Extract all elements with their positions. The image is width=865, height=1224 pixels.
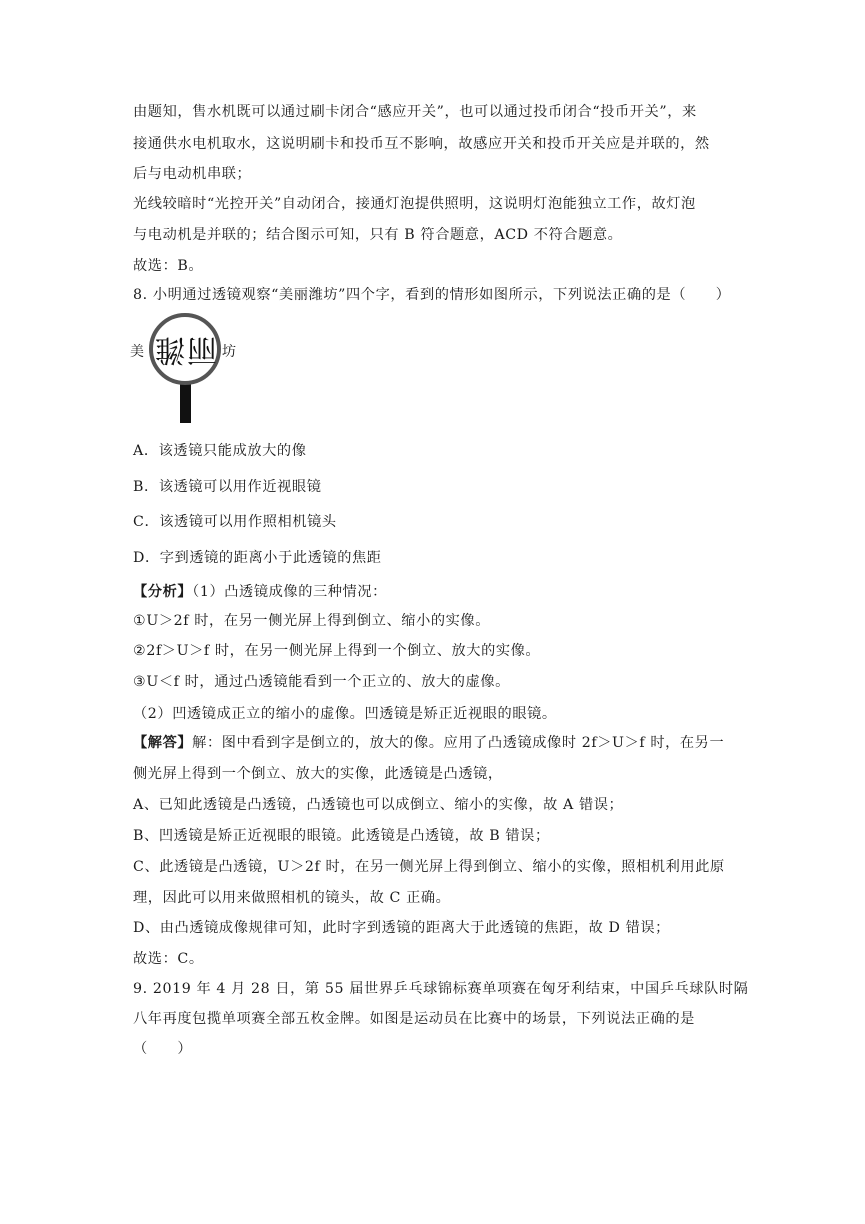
- solution7-line-5: 与电动机是并联的；结合图示可知，只有 B 符合题意，ACD 不符合题意。: [133, 227, 623, 243]
- option-c: C．该透镜可以用作照相机镜头: [133, 514, 337, 530]
- analysis-tag: 【分析】: [133, 584, 193, 600]
- option-b: B．该透镜可以用作近视眼镜: [133, 479, 322, 495]
- inverted-lens-chars: [153, 332, 217, 367]
- solution8-line-2: 侧光屏上得到一个倒立、放大的实像，此透镜是凸透镜，: [133, 766, 503, 782]
- lens-chars: 丽潍: [153, 332, 217, 367]
- question9-line-3: （ ）: [133, 1041, 193, 1057]
- question9-line-2: 八年再度包揽单项赛全部五枚金牌。如图是运动员在比赛中的场景，下列说法正确的是: [133, 1011, 695, 1027]
- analysis-line-3: ②2f＞U＞f 时，在另一侧光屏上得到一个倒立、放大的实像。: [133, 643, 541, 659]
- question8-stem: 8. 小明通过透镜观察“美丽潍坊”四个字，看到的情形如图所示，下列说法正确的是（ ）: [133, 287, 731, 303]
- solution8-line-4: B、凹透镜是矫正近视眼的眼镜。此透镜是凸透镜，故 B 错误；: [133, 828, 550, 844]
- solution8-line-1: [133, 733, 743, 753]
- analysis-text-1: （1）凸透镜成像的三种情况：: [192, 584, 387, 600]
- figure-char-left: 美: [130, 344, 144, 360]
- solution8-line-5: C、此透镜是凸透镜，U＞2f 时，在另一侧光屏上得到倒立、缩小的实像，照相机利用此原: [133, 859, 725, 875]
- magnifier-icon: [128, 309, 253, 425]
- solution8-line-3: A、已知此透镜是凸透镜，凸透镜也可以成倒立、缩小的实像，故 A 错误；: [133, 797, 624, 813]
- solution7-line-4: 光线较暗时“光控开关”自动闭合，接通灯泡提供照明，这说明灯泡能独立工作，故灯泡: [133, 196, 696, 212]
- magnifier-figure: [128, 309, 253, 425]
- solution7-answer: 故选：B。: [133, 258, 204, 274]
- analysis-line-1: [133, 582, 743, 602]
- option-a: A．该透镜只能成放大的像: [133, 443, 307, 459]
- question9-line-1: 9. 2019 年 4 月 28 日，第 55 届世界乒乓球锦标赛单项赛在匈牙利结束，中国乒乓球队时隔: [133, 981, 749, 997]
- option-d: D．字到透镜的距离小于此透镜的焦距: [133, 550, 382, 566]
- solution8-line-7: D、由凸透镜成像规律可知，此时字到透镜的距离大于此透镜的焦距，故 D 错误；: [133, 920, 670, 936]
- solution8-text-1: 解：图中看到字是倒立的，放大的像。应用了凸透镜成像时 2f＞U＞f 时，在另一: [192, 735, 725, 751]
- solution7-line-3: 后与电动机串联；: [133, 166, 252, 182]
- solution8-line-6: 理，因此可以用来做照相机的镜头，故 C 正确。: [133, 890, 451, 906]
- solution7-line-2: 接通供水电机取水，这说明刷卡和投币互不影响，故感应开关和投币开关应是并联的，然: [133, 136, 710, 152]
- solution-tag: 【解答】: [133, 735, 193, 751]
- analysis-line-2: ①U＞2f 时，在另一侧光屏上得到倒立、缩小的实像。: [133, 613, 491, 629]
- solution7-line-1: 由题知，售水机既可以通过刷卡闭合“感应开关”，也可以通过投币闭合“投币开关”，来: [133, 104, 697, 120]
- figure-char-right: 坊: [222, 344, 236, 360]
- solution8-answer: 故选：C。: [133, 951, 204, 967]
- analysis-line-4: ③U＜f 时，通过凸透镜能看到一个正立的、放大的虚像。: [133, 674, 510, 690]
- analysis-line-5: （2）凹透镜成正立的缩小的虚像。凹透镜是矫正近视眼的眼镜。: [133, 706, 557, 722]
